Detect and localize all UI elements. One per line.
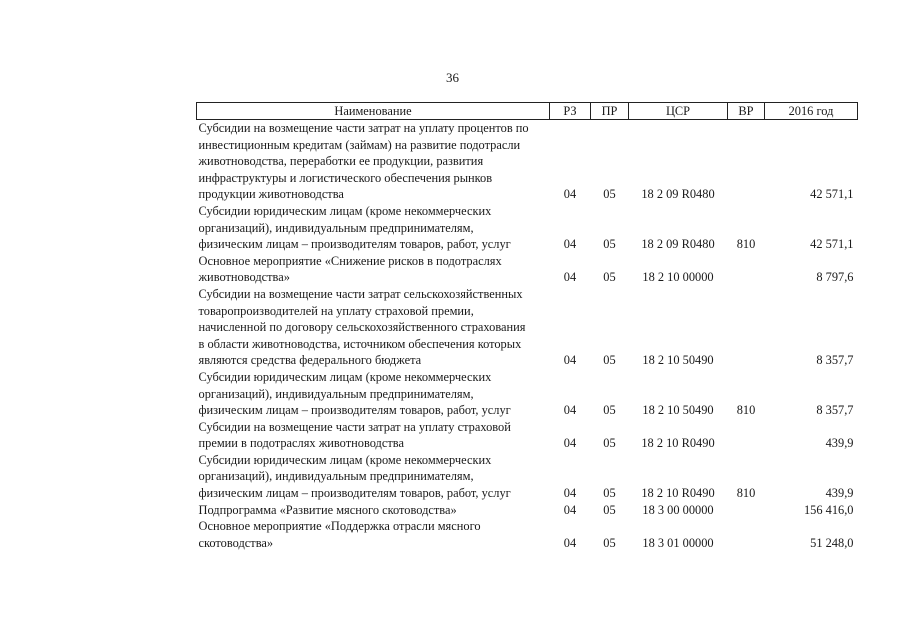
budget-table	[196, 102, 858, 551]
row-rz-cell: 04	[563, 436, 577, 451]
table-body	[197, 120, 858, 552]
row-amount-cell: 51 248,0	[810, 535, 854, 550]
table-row	[197, 120, 858, 203]
row-rz-cell: 04	[563, 270, 577, 285]
row-vr-cell	[728, 253, 765, 286]
row-amount-cell: 156 416,0	[803, 502, 854, 517]
table-header-row	[197, 103, 858, 120]
row-rz-cell: 04	[563, 187, 577, 202]
row-name-line: Подпрограмма «Развитие мясного скотоводства»	[198, 502, 457, 517]
row-vr-cell	[728, 518, 765, 551]
row-name-line: Субсидии юридическим лицам (кроме некоммерческих	[198, 452, 492, 467]
row-csr-cell: 18 2 10 50490	[642, 353, 714, 368]
row-csr-cell: 18 2 10 00000	[642, 270, 714, 285]
row-pr-cell: 05	[603, 535, 616, 550]
row-name-line: инвестиционным кредитам (займам) на развитие подотрасли	[198, 137, 521, 152]
row-name-line: Основное мероприятие «Снижение рисков в подотраслях	[198, 253, 502, 268]
table-row	[197, 253, 858, 286]
table-row	[197, 286, 858, 369]
row-rz-cell: 04	[563, 502, 577, 517]
row-pr-cell: 05	[603, 403, 616, 418]
header-csr: ЦСР	[629, 103, 728, 120]
header-pr: ПР	[591, 103, 629, 120]
row-csr-cell: 18 3 00 00000	[642, 502, 714, 517]
row-name-cell	[197, 120, 550, 203]
table-row	[197, 203, 858, 253]
row-name-line: физическим лицам – производителям товаров, работ, услуг	[198, 403, 511, 418]
row-rz-cell: 04	[563, 486, 577, 501]
row-vr-cell	[728, 419, 765, 452]
row-vr-cell	[728, 286, 765, 369]
row-vr-cell: 810	[736, 486, 756, 501]
row-amount-cell: 42 571,1	[810, 237, 854, 252]
row-vr-cell: 810	[736, 237, 756, 252]
row-name-cell	[197, 452, 550, 502]
row-amount-cell: 8 797,6	[816, 270, 854, 285]
row-pr-cell: 05	[603, 237, 616, 252]
row-amount-cell: 8 357,7	[816, 403, 854, 418]
row-rz-cell: 04	[563, 403, 577, 418]
row-pr-cell: 05	[603, 436, 616, 451]
row-rz-cell: 04	[563, 535, 577, 550]
row-name-line: Субсидии на возмещение части затрат на уплату процентов по	[198, 121, 529, 135]
row-name-line: Субсидии юридическим лицам (кроме некоммерческих	[198, 203, 492, 218]
row-name-line: Субсидии на возмещение части затрат сельскохозяйственных	[198, 286, 523, 301]
row-name-cell	[197, 286, 550, 369]
row-name-cell	[197, 502, 550, 519]
row-name-line: являются средства федерального бюджета	[198, 353, 422, 368]
table-row	[197, 452, 858, 502]
header-amount: 2016 год	[765, 103, 858, 120]
row-name-line: начисленной по договору сельскохозяйственного страхования	[198, 320, 526, 335]
row-csr-cell: 18 2 10 R0490	[641, 486, 715, 501]
row-name-line: Основное мероприятие «Поддержка отрасли мясного	[198, 519, 481, 534]
row-name-line: инфраструктуры и логистического обеспечения рынков	[198, 170, 493, 185]
row-name-line: скотоводства»	[198, 535, 274, 550]
row-name-line: животноводства»	[198, 270, 290, 285]
row-pr-cell: 05	[603, 486, 616, 501]
row-name-cell	[197, 203, 550, 253]
row-name-line: организаций), индивидуальным предпринимателям,	[198, 220, 474, 235]
row-name-line: организаций), индивидуальным предпринимателям,	[198, 469, 474, 484]
header-rz: РЗ	[550, 103, 591, 120]
row-name-line: в области животноводства, источником обеспечения которых	[198, 336, 522, 351]
row-name-line: продукции животноводства	[198, 187, 344, 202]
row-pr-cell: 05	[603, 270, 616, 285]
table-row	[197, 369, 858, 419]
row-csr-cell: 18 2 09 R0480	[641, 237, 715, 252]
row-name-line: физическим лицам – производителям товаров, работ, услуг	[198, 237, 511, 252]
row-name-line: Субсидии юридическим лицам (кроме некоммерческих	[198, 369, 492, 384]
row-csr-cell: 18 2 09 R0480	[641, 187, 715, 202]
row-name-line: организаций), индивидуальным предпринимателям,	[198, 386, 474, 401]
page-number: 36	[446, 70, 459, 85]
row-vr-cell	[728, 120, 765, 203]
row-name-cell	[197, 419, 550, 452]
row-name-cell	[197, 253, 550, 286]
row-csr-cell: 18 3 01 00000	[642, 535, 714, 550]
row-pr-cell: 05	[603, 353, 616, 368]
row-pr-cell: 05	[603, 502, 616, 517]
row-vr-cell: 810	[736, 403, 756, 418]
table-row	[197, 419, 858, 452]
row-rz-cell: 04	[563, 237, 577, 252]
header-vr: ВР	[728, 103, 765, 120]
row-vr-cell	[728, 502, 765, 519]
row-name-line: товаропроизводителей на уплату страховой премии,	[198, 303, 474, 318]
row-name-cell	[197, 518, 550, 551]
header-name: Наименование	[197, 103, 550, 120]
row-name-line: физическим лицам – производителям товаров, работ, услуг	[198, 486, 511, 501]
row-amount-cell: 8 357,7	[816, 353, 854, 368]
row-name-line: премии в подотраслях животноводства	[198, 436, 404, 451]
row-rz-cell: 04	[563, 353, 577, 368]
row-csr-cell: 18 2 10 50490	[642, 403, 714, 418]
table-row	[197, 502, 858, 519]
table-row	[197, 518, 858, 551]
row-name-cell	[197, 369, 550, 419]
row-amount-cell: 439,9	[825, 436, 854, 451]
row-pr-cell: 05	[603, 187, 616, 202]
row-amount-cell: 42 571,1	[810, 187, 854, 202]
row-name-line: животноводства, переработки ее продукции, развития	[198, 154, 484, 169]
row-name-line: Субсидии на возмещение части затрат на уплату страховой	[198, 419, 511, 434]
row-csr-cell: 18 2 10 R0490	[641, 436, 715, 451]
row-amount-cell: 439,9	[825, 486, 854, 501]
